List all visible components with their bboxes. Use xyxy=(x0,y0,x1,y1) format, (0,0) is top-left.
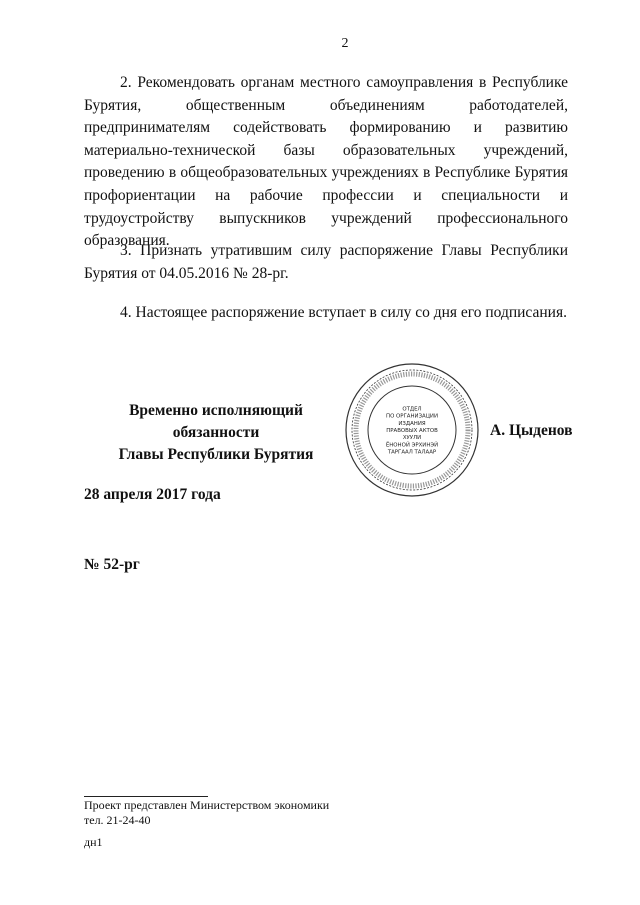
paragraph-2: 2. Рекомендовать органам местного самоуправления в Республике Бурятия, общественным объединениям работодателей, предпринимателям содействовать формированию и развитию материально-технической базы образовательных учреждений, проведению в общеобразовательных учреждениях в Республике Бурятия профориентации на рабочие профессии и специальности и трудоустройству выпускников учреждений профессионального образования. xyxy=(84,74,568,250)
paragraph-3: 3. Признать утратившим силу распоряжение Главы Республики Бурятия от 04.05.2016 № 28-рг. xyxy=(84,242,568,282)
signer-title xyxy=(84,400,348,466)
signer-name: А. Цыденов xyxy=(490,422,573,439)
footnote-code: дн1 xyxy=(84,835,103,849)
stamp-line: ХУУЛИ xyxy=(402,435,422,442)
stamp-line: ПРАВОВЫХ АКТОВ xyxy=(386,428,438,434)
document-number: № 52-рг xyxy=(84,556,140,573)
paragraph-4: 4. Настоящее распоряжение вступает в силу со дня его подписания. xyxy=(120,304,567,321)
official-stamp xyxy=(342,360,482,500)
stamp-line: ОТДЕЛ xyxy=(402,406,422,413)
stamp-line: ТАРГААЛ ТАЛААР xyxy=(387,449,437,456)
page-number: 2 xyxy=(341,36,349,51)
stamp-line: ИЗДАНИЯ xyxy=(398,420,426,427)
signer-title-line-2: Главы Республики Бурятия xyxy=(118,446,314,463)
stamp-line: ПО ОРГАНИЗАЦИИ xyxy=(386,413,438,420)
footnote-divider xyxy=(84,796,208,797)
footnote-phone: тел. 21-24-40 xyxy=(84,813,151,827)
signer-title-line-1: Временно исполняющий обязанности xyxy=(129,402,303,441)
footnote-project: Проект представлен Министерством экономики xyxy=(84,798,330,812)
document-date: 28 апреля 2017 года xyxy=(84,486,221,503)
stamp-line: ЁНОНОЙ ЭРХИНЭЙ xyxy=(385,442,439,449)
